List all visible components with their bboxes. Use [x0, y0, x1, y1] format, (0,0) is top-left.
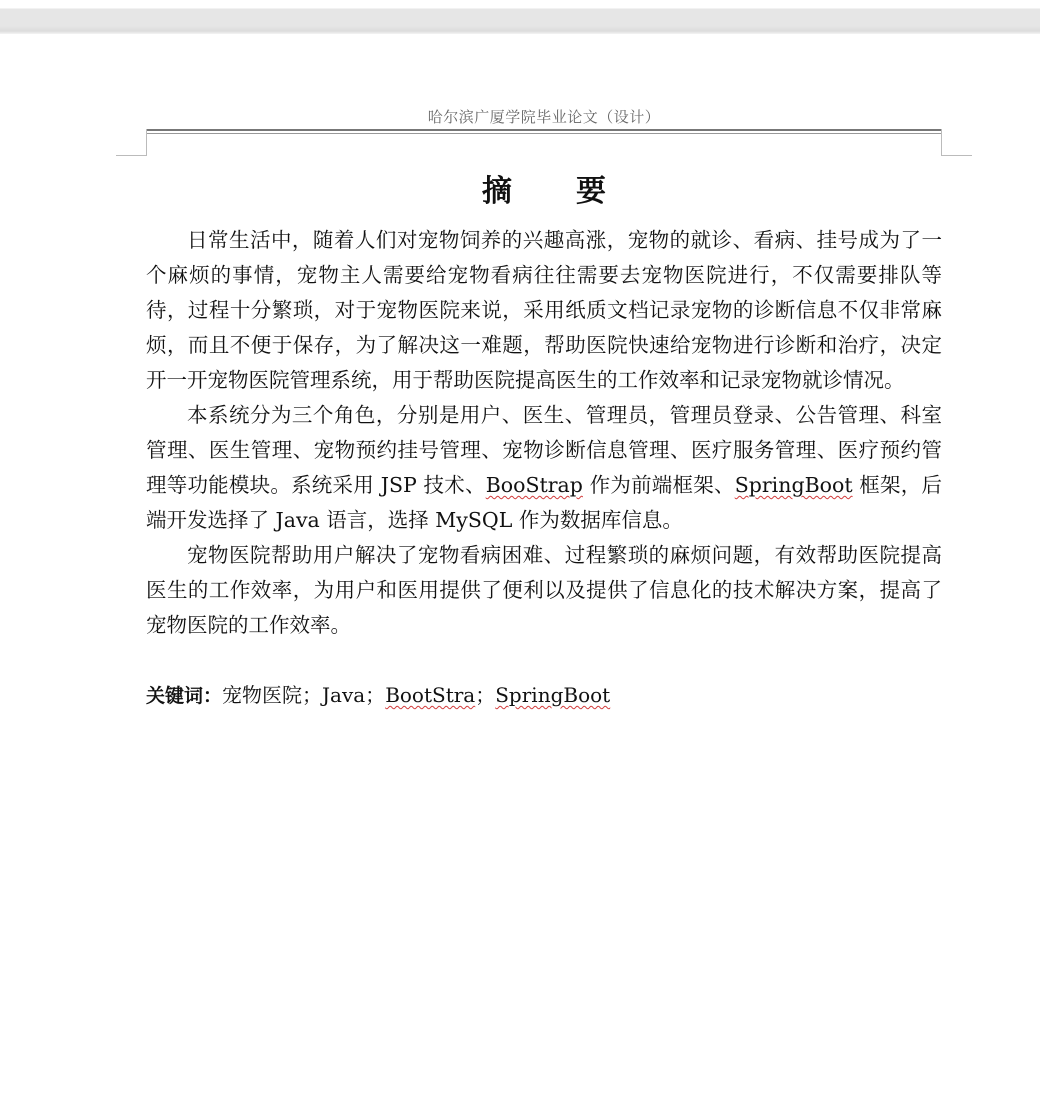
keyword-spellcheck: SpringBoot: [495, 683, 611, 707]
abstract-paragraph-1: 日常生活中，随着人们对宠物饲养的兴趣高涨，宠物的就诊、看病、挂号成为了一个麻烦的事情，宠物主人需要给宠物看病往往需要去宠物医院进行，不仅需要排队等待，过程十分繁琐，对于宠物医院来说，采用纸质文档记录宠物的诊断信息不仅非常麻烦，而且不便于保存，为了解决这一难题，帮助医院快速给宠物进行诊断和治疗，决定开一开宠物医院管理系统，用于帮助医院提高医生的工作效率和记录宠物就诊情况。: [146, 228, 942, 392]
paragraph-text: 本系统分为三个角色，分别是用户、医生、管理员，管理员登录、公告管理、科室管理、医生管理、宠物预约挂号管理、宠物诊断信息管理、医疗服务管理、医疗预约管理等功能模块。系统采用 JSP 技术、: [146, 403, 942, 497]
abstract-body: [146, 223, 942, 643]
paragraph-text: 作为前端框架、: [582, 473, 735, 497]
document-page: [0, 34, 1040, 1103]
paragraph-text: 框架，后端开发选择了 Java 语言，选择 MySQL 作为数据库信息。: [146, 473, 942, 532]
spellcheck-term: SpringBoot: [734, 473, 853, 497]
keywords-line: [146, 678, 942, 714]
header-rule-thin: [146, 133, 942, 134]
keyword-spellcheck: BootStra: [385, 683, 476, 707]
keyword-text: 宠物医院；Java；: [222, 683, 386, 707]
window-top-strip: [0, 0, 1040, 34]
abstract-title: 摘要: [482, 174, 670, 209]
keyword-separator: ；: [475, 683, 496, 707]
page-header: 哈尔滨广厦学院毕业论文（设计）: [427, 108, 661, 126]
keywords-label: 关键词：: [146, 685, 223, 707]
spellcheck-term: BooStrap: [485, 473, 583, 497]
abstract-paragraph-3: 宠物医院帮助用户解决了宠物看病困难、过程繁琐的麻烦问题，有效帮助医院提高医生的工作效率，为用户和医用提供了便利以及提供了信息化的技术解决方案，提高了宠物医院的工作效率。: [146, 543, 942, 637]
header-rule: [146, 129, 942, 131]
crop-mark-left: [116, 129, 147, 156]
abstract-paragraph-2: [146, 398, 942, 538]
crop-mark-right: [941, 129, 972, 156]
